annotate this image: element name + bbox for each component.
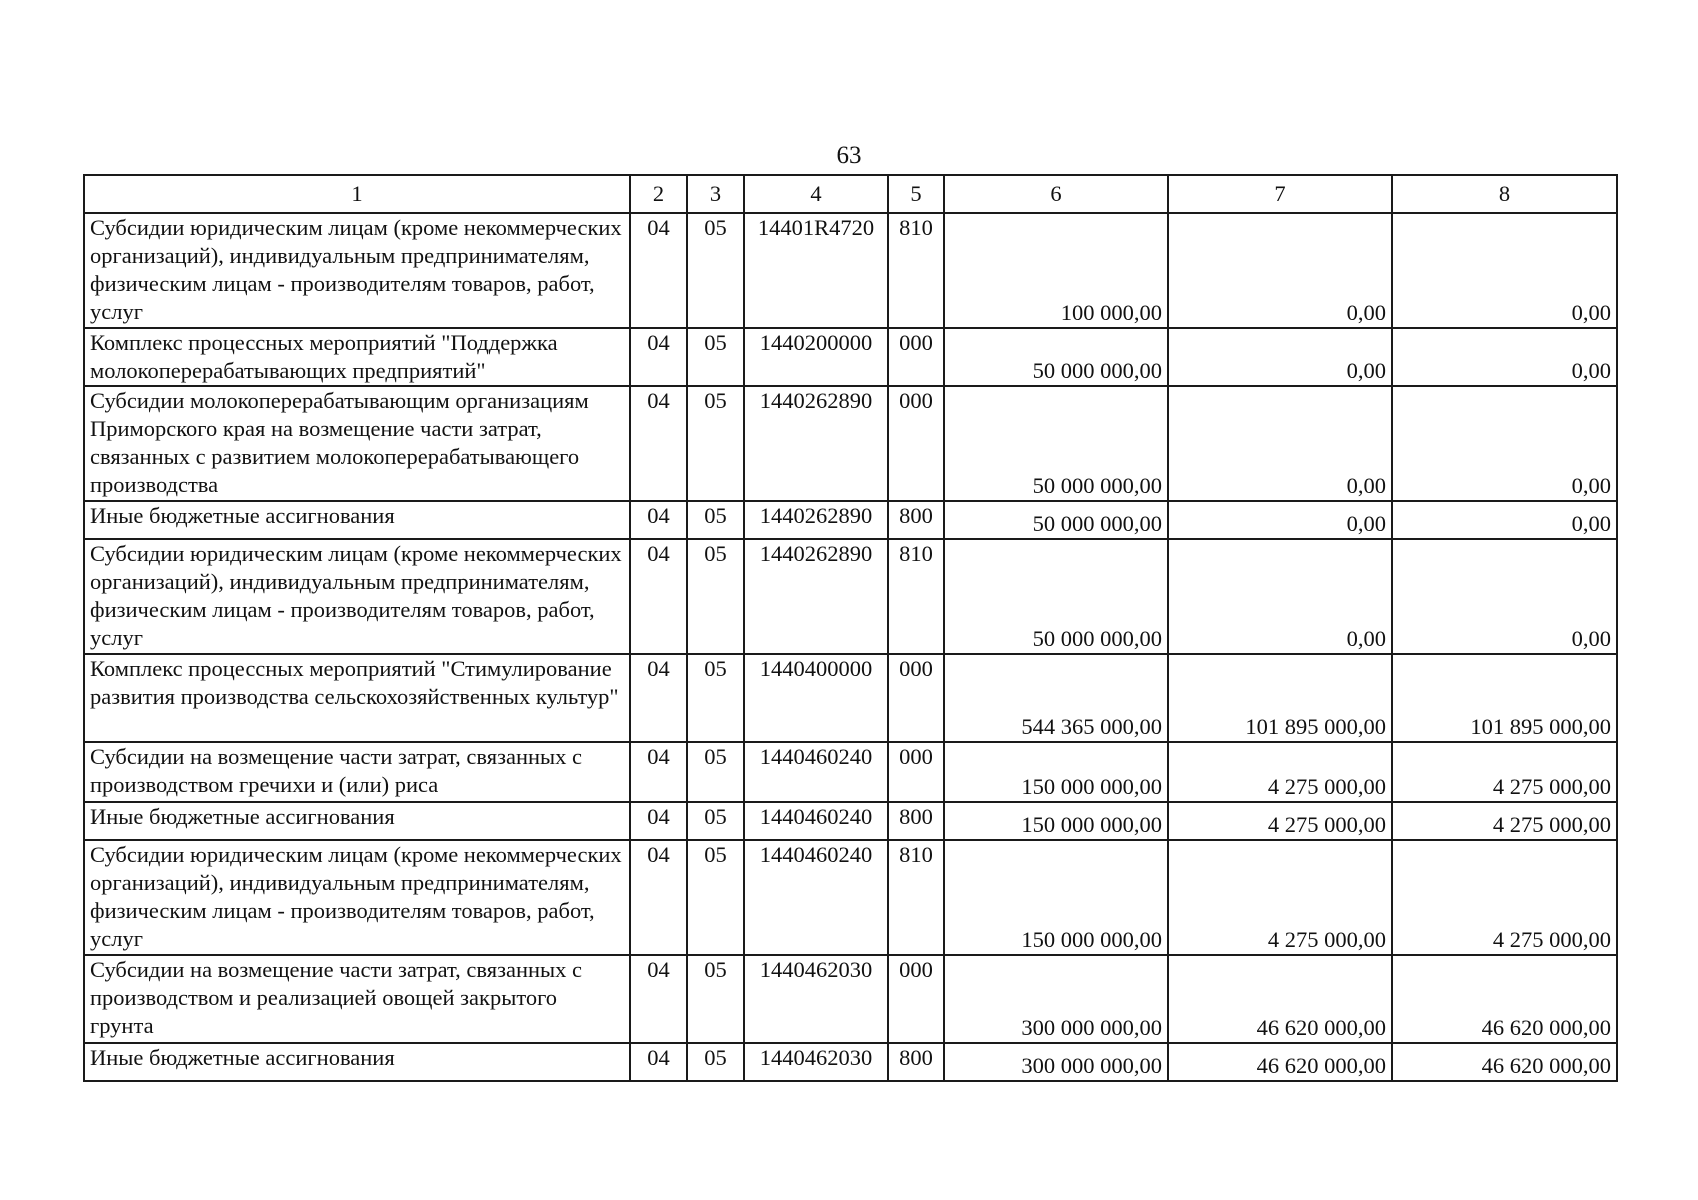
row-target-code: 1440460240 (744, 802, 888, 840)
table-row (84, 539, 1617, 654)
row-amount-col-6: 100 000,00 (944, 213, 1168, 328)
header-col-2: 2 (630, 175, 687, 213)
row-amount-col-8: 0,00 (1392, 501, 1617, 539)
row-section-code: 04 (630, 328, 687, 386)
row-name: Иные бюджетные ассигнования (84, 802, 630, 840)
row-target-code: 1440462030 (744, 1043, 888, 1081)
header-row (84, 175, 1617, 213)
table-body (84, 213, 1617, 1081)
row-subsection-code: 05 (687, 955, 744, 1043)
table-header (84, 175, 1617, 213)
row-amount-col-6: 300 000 000,00 (944, 1043, 1168, 1081)
row-expense-type-code: 000 (888, 328, 944, 386)
table-row (84, 1043, 1617, 1081)
row-section-code: 04 (630, 501, 687, 539)
header-col-5: 5 (888, 175, 944, 213)
row-amount-col-7: 46 620 000,00 (1168, 955, 1392, 1043)
row-section-code: 04 (630, 742, 687, 802)
header-col-7: 7 (1168, 175, 1392, 213)
row-amount-col-8: 46 620 000,00 (1392, 1043, 1617, 1081)
row-name: Субсидии на возмещение части затрат, связанных с производством гречихи и (или) риса (84, 742, 630, 802)
row-name: Субсидии молокоперерабатывающим организациям Приморского края на возмещение части затрат, связанных с развитием молокоперерабатывающего производства (84, 386, 630, 501)
row-section-code: 04 (630, 840, 687, 955)
row-amount-col-7: 101 895 000,00 (1168, 654, 1392, 742)
row-amount-col-6: 150 000 000,00 (944, 742, 1168, 802)
row-target-code: 1440262890 (744, 539, 888, 654)
row-amount-col-6: 50 000 000,00 (944, 386, 1168, 501)
row-name: Субсидии юридическим лицам (кроме некоммерческих организаций), индивидуальным предпринимателям, физическим лицам - производителям товаров, работ, услуг (84, 840, 630, 955)
row-expense-type-code: 810 (888, 840, 944, 955)
row-expense-type-code: 810 (888, 539, 944, 654)
row-amount-col-6: 50 000 000,00 (944, 501, 1168, 539)
row-subsection-code: 05 (687, 539, 744, 654)
row-amount-col-8: 0,00 (1392, 213, 1617, 328)
row-amount-col-7: 0,00 (1168, 213, 1392, 328)
row-amount-col-6: 50 000 000,00 (944, 539, 1168, 654)
row-section-code: 04 (630, 654, 687, 742)
row-amount-col-8: 0,00 (1392, 386, 1617, 501)
row-name: Комплекс процессных мероприятий "Поддержка молокоперерабатывающих предприятий" (84, 328, 630, 386)
header-col-3: 3 (687, 175, 744, 213)
row-subsection-code: 05 (687, 386, 744, 501)
row-subsection-code: 05 (687, 840, 744, 955)
table-row (84, 328, 1617, 386)
row-expense-type-code: 800 (888, 802, 944, 840)
row-amount-col-8: 46 620 000,00 (1392, 955, 1617, 1043)
row-expense-type-code: 000 (888, 955, 944, 1043)
header-col-4: 4 (744, 175, 888, 213)
row-amount-col-6: 150 000 000,00 (944, 802, 1168, 840)
row-amount-col-6: 50 000 000,00 (944, 328, 1168, 386)
row-amount-col-8: 0,00 (1392, 328, 1617, 386)
row-target-code: 1440460240 (744, 840, 888, 955)
row-target-code: 1440460240 (744, 742, 888, 802)
table-row (84, 742, 1617, 802)
row-expense-type-code: 800 (888, 501, 944, 539)
table-row (84, 213, 1617, 328)
page-number: 63 (836, 142, 862, 169)
row-target-code: 1440400000 (744, 654, 888, 742)
row-section-code: 04 (630, 955, 687, 1043)
table-row (84, 501, 1617, 539)
row-subsection-code: 05 (687, 328, 744, 386)
row-subsection-code: 05 (687, 654, 744, 742)
row-amount-col-7: 0,00 (1168, 539, 1392, 654)
table-row (84, 840, 1617, 955)
row-expense-type-code: 800 (888, 1043, 944, 1081)
row-amount-col-7: 0,00 (1168, 386, 1392, 501)
header-col-1: 1 (84, 175, 630, 213)
row-section-code: 04 (630, 1043, 687, 1081)
row-amount-col-7: 4 275 000,00 (1168, 840, 1392, 955)
row-amount-col-8: 4 275 000,00 (1392, 742, 1617, 802)
row-target-code: 1440200000 (744, 328, 888, 386)
row-amount-col-7: 4 275 000,00 (1168, 802, 1392, 840)
row-expense-type-code: 000 (888, 386, 944, 501)
header-col-8: 8 (1392, 175, 1617, 213)
row-name: Субсидии на возмещение части затрат, связанных с производством и реализацией овощей закрытого грунта (84, 955, 630, 1043)
row-subsection-code: 05 (687, 802, 744, 840)
row-amount-col-7: 46 620 000,00 (1168, 1043, 1392, 1081)
row-subsection-code: 05 (687, 1043, 744, 1081)
budget-table (83, 174, 1618, 1082)
row-section-code: 04 (630, 213, 687, 328)
row-name: Иные бюджетные ассигнования (84, 1043, 630, 1081)
row-amount-col-7: 0,00 (1168, 501, 1392, 539)
table-row (84, 386, 1617, 501)
row-amount-col-6: 150 000 000,00 (944, 840, 1168, 955)
table-row (84, 654, 1617, 742)
row-amount-col-7: 0,00 (1168, 328, 1392, 386)
row-section-code: 04 (630, 539, 687, 654)
row-subsection-code: 05 (687, 501, 744, 539)
row-amount-col-8: 101 895 000,00 (1392, 654, 1617, 742)
header-col-6: 6 (944, 175, 1168, 213)
row-target-code: 1440262890 (744, 501, 888, 539)
row-expense-type-code: 000 (888, 654, 944, 742)
row-name: Субсидии юридическим лицам (кроме некоммерческих организаций), индивидуальным предпринимателям, физическим лицам - производителям товаров, работ, услуг (84, 539, 630, 654)
row-amount-col-6: 544 365 000,00 (944, 654, 1168, 742)
row-section-code: 04 (630, 802, 687, 840)
row-expense-type-code: 000 (888, 742, 944, 802)
table-row (84, 802, 1617, 840)
row-expense-type-code: 810 (888, 213, 944, 328)
row-name: Субсидии юридическим лицам (кроме некоммерческих организаций), индивидуальным предпринимателям, физическим лицам - производителям товаров, работ, услуг (84, 213, 630, 328)
row-name: Комплекс процессных мероприятий "Стимулирование развития производства сельскохозяйственных культур" (84, 654, 630, 742)
row-amount-col-8: 4 275 000,00 (1392, 840, 1617, 955)
row-subsection-code: 05 (687, 742, 744, 802)
row-amount-col-8: 0,00 (1392, 539, 1617, 654)
row-amount-col-8: 4 275 000,00 (1392, 802, 1617, 840)
row-amount-col-7: 4 275 000,00 (1168, 742, 1392, 802)
row-subsection-code: 05 (687, 213, 744, 328)
row-name: Иные бюджетные ассигнования (84, 501, 630, 539)
row-section-code: 04 (630, 386, 687, 501)
row-amount-col-6: 300 000 000,00 (944, 955, 1168, 1043)
row-target-code: 14401R4720 (744, 213, 888, 328)
row-target-code: 1440462030 (744, 955, 888, 1043)
table-row (84, 955, 1617, 1043)
row-target-code: 1440262890 (744, 386, 888, 501)
